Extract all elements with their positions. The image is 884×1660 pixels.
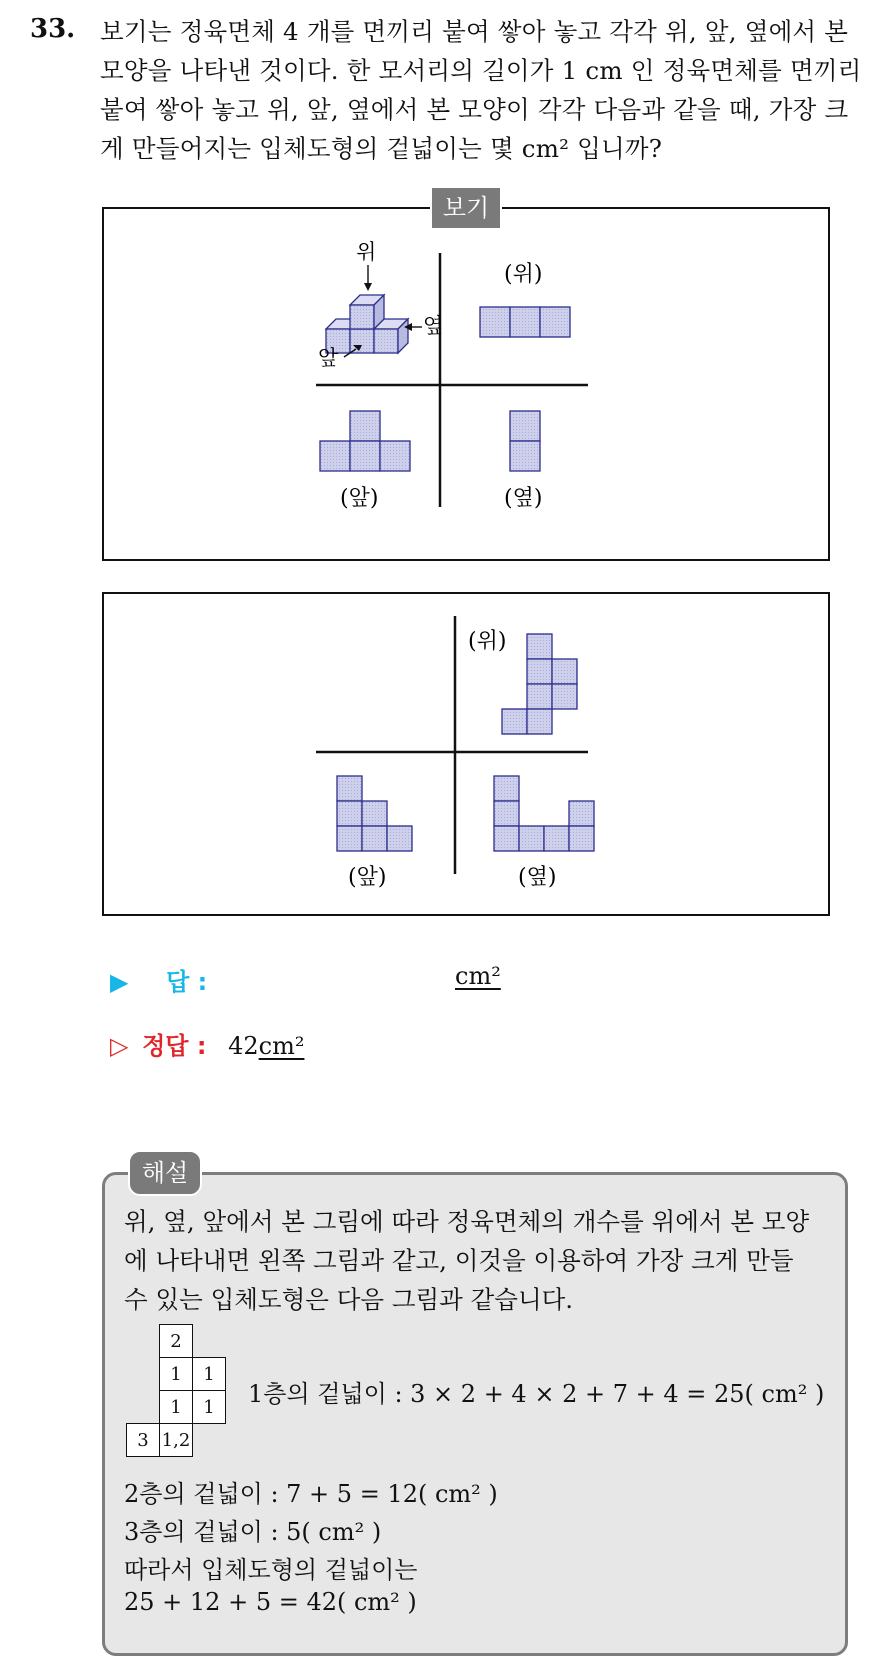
answer-arrow-icon: ▶ [110,968,129,996]
bogi-front-view [320,411,410,471]
grid-cell: 1,2 [159,1423,193,1457]
bogi-label-side: 옆 [423,314,444,338]
solution-line-1: 1층의 겉넓이 : 3 × 2 + 4 × 2 + 7 + 4 = 25( cm² ) [248,1380,825,1408]
solution-tag: 해설 [128,1150,202,1196]
answer-row [110,962,207,997]
bogi-figure [104,209,828,559]
correct-answer-row [110,1026,304,1061]
correct-answer-value: 42 [228,1032,259,1060]
problem-front-view [337,776,412,851]
answer-blank-unit: cm² [455,962,501,990]
problem-front-view-label: (앞) [348,865,387,890]
correct-answer-unit: cm² [258,1032,305,1060]
grid-cell: 1 [159,1390,193,1424]
solution-line-3: 3층의 겉넓이 : 5( cm² ) [124,1518,382,1546]
bogi-label-front: 앞 [318,346,339,370]
solution-line-2: 2층의 겉넓이 : 7 + 5 = 12( cm² ) [124,1480,498,1508]
problem-figure [104,594,828,914]
grid-cell: 1 [192,1390,226,1424]
bogi-side-view [510,411,540,471]
answer-label: 답 : [166,968,208,996]
question-number: 33. [30,14,76,44]
question-text: 보기는 정육면체 4 개를 면끼리 붙여 쌓아 놓고 각각 위, 앞, 옆에서 본 모양을 나타낸 것이다. 한 모서리의 길이가 1 cm 인 정육면체를 면끼리 붙여 쌓아 놓고 위, 앞, 옆에서 본 모양이 각각 다음과 같을 때, 가장 크게 만들어지는 입체도형의 겉넓이는 몇 cm² 입니까? [100,17,862,163]
solution-paragraph: 위, 옆, 앞에서 본 그림에 따라 정육면체의 개수를 위에서 본 모양에 나타내면 왼쪽 그림과 같고, 이것을 이용하여 가장 크게 만들 수 있는 입체도형은 다음 그림과 같습니다. [124,1207,810,1314]
bogi-box [102,207,830,561]
grid-cell: 3 [126,1423,160,1457]
problem-side-view [494,776,594,851]
bogi-tag: 보기 [430,186,502,230]
bogi-top-view-label: (위) [504,262,543,287]
grid-cell: 1 [159,1357,193,1391]
problem-figure-box [102,592,830,916]
problem-top-view [502,634,577,734]
correct-arrow-icon: ▷ [110,1032,129,1060]
problem-side-view-label: (옆) [518,865,557,890]
problem-top-view-label: (위) [468,629,507,654]
bogi-cube-3d [326,295,408,353]
grid-cell: 2 [159,1324,193,1358]
bogi-side-view-label: (옆) [504,486,543,511]
bogi-front-view-label: (앞) [340,486,379,511]
bogi-top-view [480,307,570,337]
grid-cell: 1 [192,1357,226,1391]
solution-line-5: 25 + 12 + 5 = 42( cm² ) [124,1588,417,1616]
solution-line-4: 따라서 입체도형의 겉넓이는 [124,1556,418,1584]
bogi-label-top: 위 [356,240,377,264]
correct-answer-label: 정답 : [142,1032,207,1060]
